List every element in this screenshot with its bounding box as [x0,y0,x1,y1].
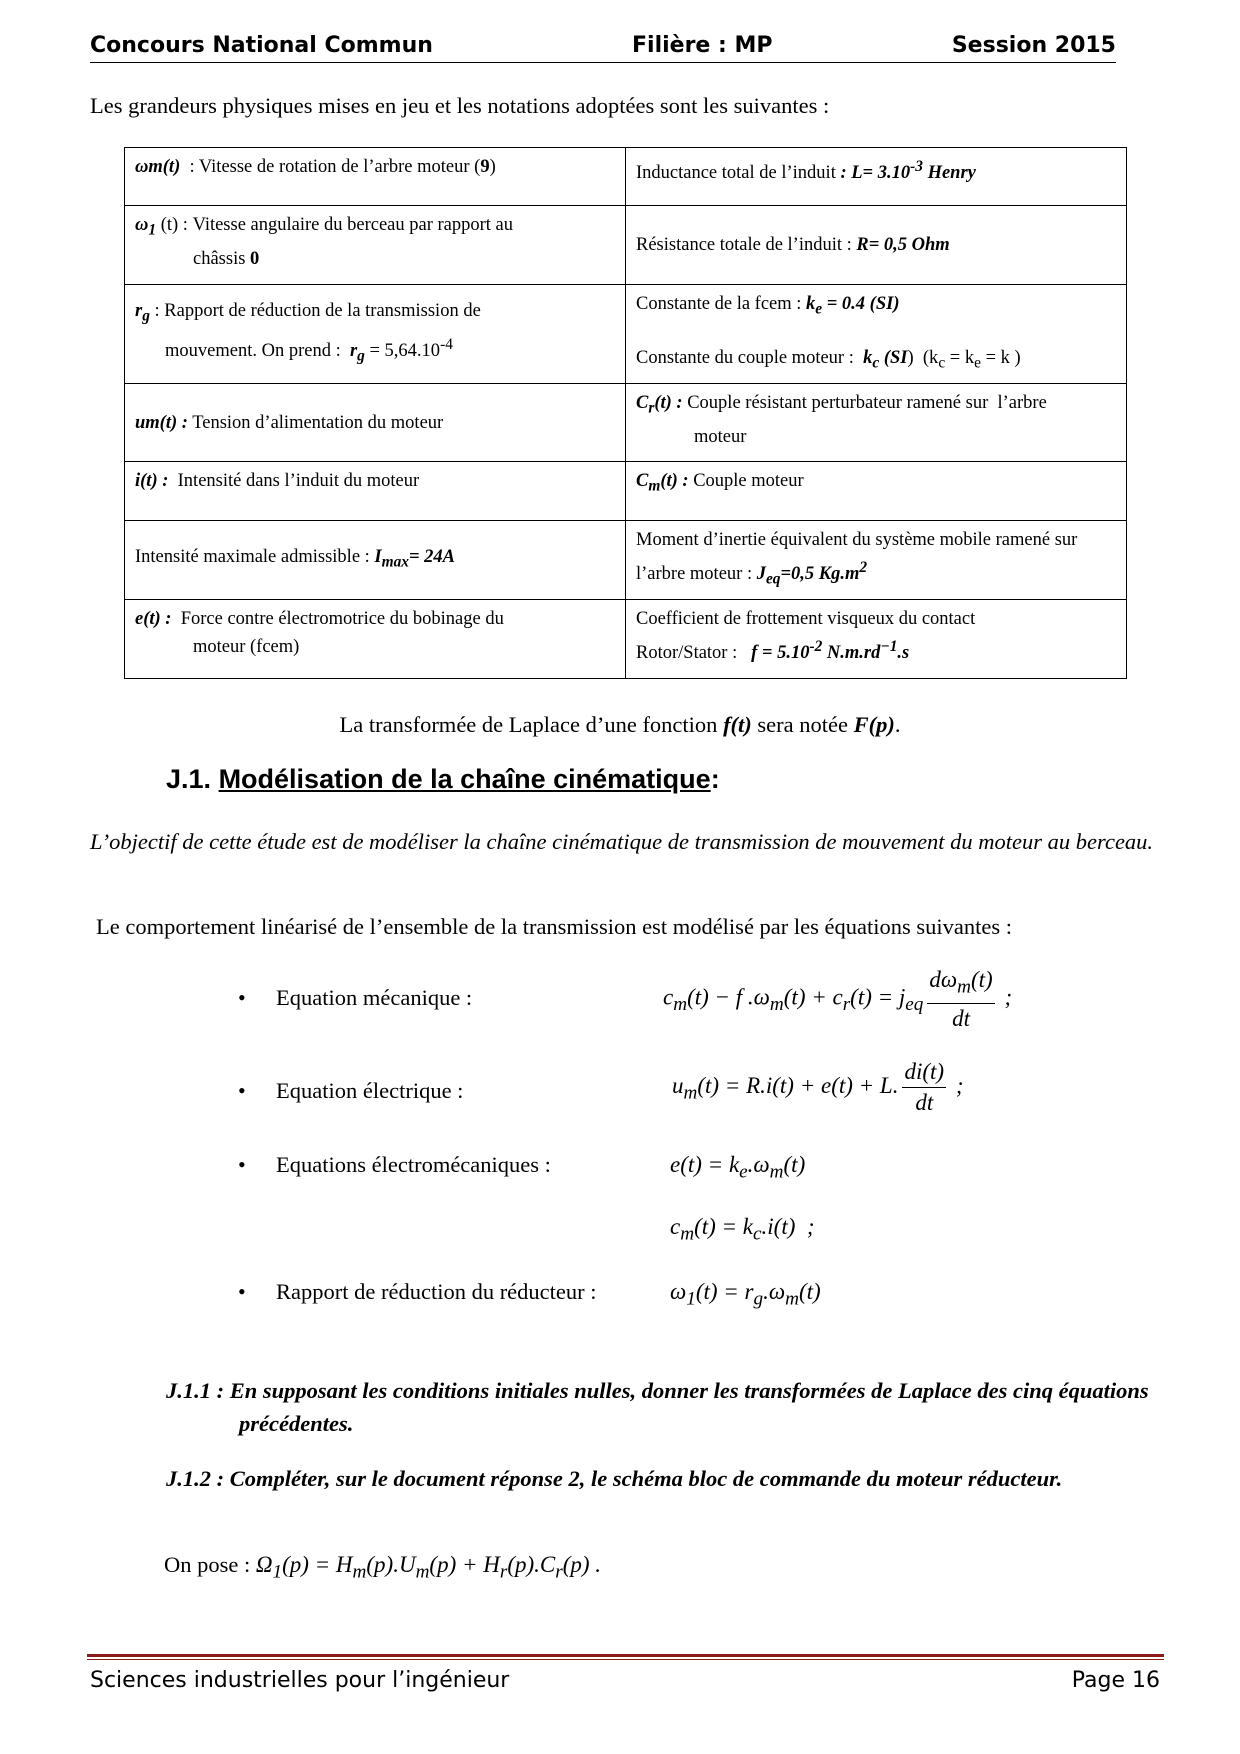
table-cell: e(t) : Force contre électromotrice du bobinage du moteur (fcem) [125,599,626,678]
intro-text: Les grandeurs physiques mises en jeu et les notations adoptées sont les suivantes : [90,93,830,118]
table-cell: $C_r(t)$ : Couple résistant perturbateur ramené sur l’arbre moteur [626,384,1127,462]
symbol-omega-m: ωm(t) [135,157,181,177]
table-cell: Inductance total de l’induit : $L= 3.10^{-3}$ Henry [626,148,1127,206]
header-contest: Concours National Commun [90,33,433,58]
table-cell: Moment d’inertie équivalent du système mobile ramené sur l’arbre moteur : $J_{eq}=0,5$ $Kg.m^2$ [626,521,1127,600]
question-id: J.1.1 : [166,1378,225,1403]
header-session: Session 2015 [951,33,1116,58]
equation-fcem: $e(t) = k_e.\omega_m(t)$ [670,1152,806,1183]
table-row [125,148,1127,206]
symbol-u-m: um(t) : [135,412,188,433]
table-cell: $r_g$ : Rapport de réduction de la transmission de mouvement. On prend : $r_g = 5,64.10^{-4}$ [125,285,626,384]
page-number: Page 16 [1071,1668,1160,1693]
section-title: Modélisation de la chaîne cinématique [218,764,711,794]
question-j12 [166,1462,1189,1495]
equation-label: Rapport de réduction du réducteur : [276,1279,597,1304]
header-rule [90,62,1116,63]
table-row [125,384,1127,462]
table-row [125,521,1127,600]
table-cell: Coefficient de frottement visqueux du contact Rotor/Stator : $f = 5.10^{-2}$ $N.m.rd^{-1}.s$ [626,599,1127,678]
table-row [125,599,1127,678]
table-row [125,206,1127,285]
equation-torque: $c_m(t) = k_c.i(t)$ ; [670,1214,815,1245]
table-cell: Constante de la fcem : $k_e = 0.4$ (SI) Constante du couple moteur : $k_c$ (SI) ($k_c = k_e = k$ ) [626,285,1127,384]
bullet-icon: • [238,985,246,1010]
equation-mechanical: $c_m(t) - f$ $.\omega_m(t) + c_r(t) = j_{eq}$ $\frac{d\omega_m(t)}{dt}$ ; [663,967,1013,1031]
footer-subject: Sciences industrielles pour l’ingénieur [90,1668,510,1693]
table-cell: $\omega_1$ (t) : Vitesse angulaire du berceau par rapport au châssis 0 [125,206,626,285]
question-j11 [166,1374,1239,1440]
notation-table [124,147,1127,679]
table-row [125,462,1127,521]
bullet-icon: • [238,1152,246,1177]
header-track: Filière : MP [632,33,773,58]
equation-label: Equations électromécaniques : [276,1152,551,1177]
table-cell: Intensité maximale admissible : $I_{max}= 24A$ [125,521,626,600]
equation-reduction: $\omega_1(t) = r_g.\omega_m(t)$ [670,1279,821,1310]
laplace-note: La transformée de Laplace d’une fonction f(t) sera notée F(p). [339,712,901,737]
table-row [125,285,1127,384]
bullet-icon: • [238,1279,246,1304]
equation-electrical: $u_m(t) = R.i(t) + e(t) + L$. $\frac{di(t)}{dt}$ ; [672,1059,964,1115]
section-number: J.1. [166,764,212,794]
table-cell: i(t) : Intensité dans l’induit du moteur [125,462,626,521]
table-cell: Résistance totale de l’induit : R= 0,5 Ohm [626,206,1127,285]
on-pose-label: On pose : [164,1552,251,1577]
objective-text: L’objectif de cette étude est de modéliser la chaîne cinématique de transmission de mouvement du moteur au berceau. [90,829,1154,854]
equation-label: Equation électrique : [276,1078,464,1103]
on-pose: On pose : $\Omega_1(p) = H_m(p).U_m(p) + H_r(p).C_r(p)$ . [164,1552,602,1583]
table-cell: ωm(t) : Vitesse de rotation de l’arbre moteur (9) [125,148,626,206]
question-text: Compléter, sur le document réponse 2, le schéma bloc de commande du moteur réducteur. [229,1466,1063,1491]
equation-label: Equation mécanique : [276,985,473,1010]
section-heading: J.1. Modélisation de la chaîne cinématique: [166,764,720,794]
table-cell: um(t) : Tension d’alimentation du moteur [125,384,626,462]
table-cell: $C_m(t)$ : Couple moteur [626,462,1127,521]
behavior-text: Le comportement linéarisé de l’ensemble de la transmission est modélisé par les équations suivantes : [96,914,1012,939]
question-id: J.1.2 : [166,1466,225,1491]
footer-rule [87,1654,1164,1660]
bullet-icon: • [238,1078,246,1103]
question-text: En supposant les conditions initiales nulles, donner les transformées de Laplace des cinq équations précédentes. [229,1378,1149,1436]
